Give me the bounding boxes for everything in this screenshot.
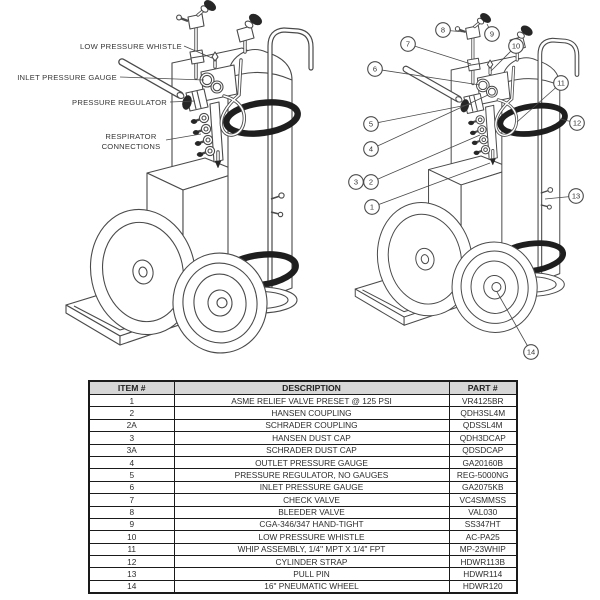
svg-text:3: 3 xyxy=(353,177,359,187)
part-cell: HDWR120 xyxy=(449,580,517,593)
callout-1 xyxy=(365,200,380,215)
svg-text:2: 2 xyxy=(368,177,374,187)
item-cell: 12 xyxy=(89,556,174,568)
description-cell: CGA-346/347 HAND-TIGHT xyxy=(174,518,449,530)
table-row xyxy=(89,469,517,481)
callout-6 xyxy=(368,62,383,77)
svg-text:5: 5 xyxy=(368,119,374,129)
col-header-part: PART # xyxy=(449,381,517,395)
item-cell: 1 xyxy=(89,395,174,407)
description-cell: ASME RELIEF VALVE PRESET @ 125 PSI xyxy=(174,395,449,407)
part-cell: QDSSL4M xyxy=(449,419,517,431)
description-cell: CYLINDER STRAP xyxy=(174,556,449,568)
table-row xyxy=(89,419,517,431)
svg-text:12: 12 xyxy=(572,118,582,128)
label-low-pressure-whistle: LOW PRESSURE WHISTLE xyxy=(79,42,182,51)
description-cell: LOW PRESSURE WHISTLE xyxy=(174,531,449,543)
item-cell: 3A xyxy=(89,444,174,456)
item-cell: 11 xyxy=(89,543,174,555)
description-cell: WHIP ASSEMBLY, 1/4" MPT X 1/4" FPT xyxy=(174,543,449,555)
item-cell: 8 xyxy=(89,506,174,518)
table-row xyxy=(89,506,517,518)
description-cell: OUTLET PRESSURE GAUGE xyxy=(174,456,449,468)
callout-9 xyxy=(485,27,500,42)
right-view-cart xyxy=(355,11,577,336)
description-cell: PRESSURE REGULATOR, NO GAUGES xyxy=(174,469,449,481)
part-cell: QDH3DCAP xyxy=(449,432,517,444)
item-cell: 14 xyxy=(89,580,174,593)
part-cell: GA2075KB xyxy=(449,481,517,493)
callout-8 xyxy=(436,23,451,38)
part-cell: AC-PA25 xyxy=(449,531,517,543)
callout-3 xyxy=(349,175,364,190)
svg-text:10: 10 xyxy=(511,41,521,51)
label-respirator-line2: CONNECTIONS xyxy=(101,142,161,151)
svg-text:14: 14 xyxy=(526,347,536,357)
item-cell: 2 xyxy=(89,407,174,419)
description-cell: HANSEN COUPLING xyxy=(174,407,449,419)
table-row xyxy=(89,444,517,456)
table-row xyxy=(89,494,517,506)
callout-5 xyxy=(364,117,379,132)
part-cell: QDSDCAP xyxy=(449,444,517,456)
part-cell: VC4SMMSS xyxy=(449,494,517,506)
table-row xyxy=(89,556,517,568)
table-row xyxy=(89,518,517,530)
callout-2 xyxy=(364,175,379,190)
description-cell: SCHRADER DUST CAP xyxy=(174,444,449,456)
part-cell: VR4125BR xyxy=(449,395,517,407)
item-cell: 7 xyxy=(89,494,174,506)
parts-table xyxy=(88,380,518,594)
description-cell: CHECK VALVE xyxy=(174,494,449,506)
svg-text:11: 11 xyxy=(557,78,565,88)
svg-text:4: 4 xyxy=(368,144,374,154)
part-cell: HDWR113B xyxy=(449,556,517,568)
svg-text:9: 9 xyxy=(489,29,495,39)
callout-13 xyxy=(569,189,584,204)
table-row xyxy=(89,543,517,555)
callout-11 xyxy=(554,76,569,91)
item-cell: 9 xyxy=(89,518,174,530)
table-header-row xyxy=(89,381,517,395)
callout-12 xyxy=(570,116,585,131)
callout-7 xyxy=(401,37,416,52)
svg-text:7: 7 xyxy=(405,39,411,49)
col-header-description: DESCRIPTION xyxy=(174,381,449,395)
description-cell: BLEEDER VALVE xyxy=(174,506,449,518)
callout-10 xyxy=(509,39,524,54)
callout-4 xyxy=(364,142,379,157)
part-cell: QDH3SL4M xyxy=(449,407,517,419)
table-row xyxy=(89,531,517,543)
table-row xyxy=(89,456,517,468)
label-respirator-line1: RESPIRATOR xyxy=(105,132,157,141)
table-row xyxy=(89,580,517,593)
description-cell: SCHRADER COUPLING xyxy=(174,419,449,431)
part-cell: SS347HT xyxy=(449,518,517,530)
col-header-item: ITEM # xyxy=(89,381,174,395)
part-cell: REG-5000NG xyxy=(449,469,517,481)
svg-text:13: 13 xyxy=(571,191,581,201)
item-cell: 4 xyxy=(89,456,174,468)
item-cell: 10 xyxy=(89,531,174,543)
part-cell: MP-23WHIP xyxy=(449,543,517,555)
part-cell: VAL030 xyxy=(449,506,517,518)
description-cell: HANSEN DUST CAP xyxy=(174,432,449,444)
description-cell: PULL PIN xyxy=(174,568,449,580)
table-row xyxy=(89,568,517,580)
table-row xyxy=(89,407,517,419)
table-row xyxy=(89,395,517,407)
part-cell: HDWR114 xyxy=(449,568,517,580)
left-view-cart xyxy=(66,0,311,358)
item-cell: 3 xyxy=(89,432,174,444)
item-cell: 5 xyxy=(89,469,174,481)
svg-text:8: 8 xyxy=(440,25,446,35)
svg-text:6: 6 xyxy=(372,64,378,74)
table-row xyxy=(89,481,517,493)
item-cell: 6 xyxy=(89,481,174,493)
svg-text:1: 1 xyxy=(369,202,375,212)
label-inlet-pressure-gauge: INLET PRESSURE GAUGE xyxy=(17,73,117,82)
part-cell: GA20160B xyxy=(449,456,517,468)
table-row xyxy=(89,432,517,444)
item-cell: 2A xyxy=(89,419,174,431)
description-cell: 16" PNEUMATIC WHEEL xyxy=(174,580,449,593)
callout-14 xyxy=(524,345,539,360)
label-pressure-regulator: PRESSURE REGULATOR xyxy=(72,98,167,107)
description-cell: INLET PRESSURE GAUGE xyxy=(174,481,449,493)
item-cell: 13 xyxy=(89,568,174,580)
